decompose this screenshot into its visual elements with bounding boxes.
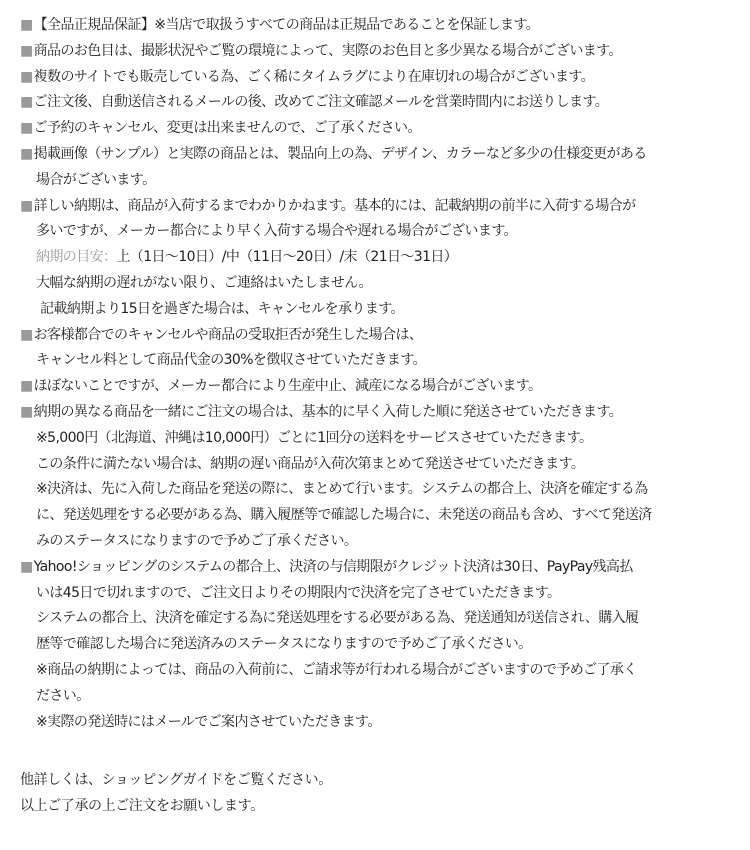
note-text: 歴等で確認した場合に発送済みのステータスになりますので予めご了承ください。 — [36, 636, 532, 653]
note-text: Yahoo!ショッピングのシステムの都合上、決済の与信期限がクレジット決済は30日、PayPay残高払 — [33, 558, 633, 575]
note-text: 納期の異なる商品を一緒にご注文の場合は、基本的に早く入荷した順に発送させていただきます。 — [33, 403, 623, 420]
note-text: 複数のサイトでも販売している為、ごく稀にタイムラグにより在庫切れの場合がございます。 — [33, 68, 595, 85]
note-item — [20, 65, 736, 91]
note-text: ご注文後、自動送信されるメールの後、改めてご注文確認メールを営業時間内にお送りします。 — [33, 94, 609, 111]
note-text: システムの都合上、決済を確定する為に発送処理をする必要がある為、発送通知が送信され、購入履 — [36, 610, 639, 627]
note-text: ※商品の納期によっては、商品の入荷前に、ご請求等が行われる場合がございますので予めご了承く — [36, 661, 637, 678]
delivery-guide-label: 納期の目安： — [36, 249, 117, 266]
square-bullet-icon: ■ — [20, 403, 33, 420]
square-bullet-icon: ■ — [20, 378, 33, 395]
note-text: ※実際の発送時にはメールでご案内させていただきます。 — [36, 713, 381, 730]
note-continuation — [20, 168, 736, 194]
note-text: ※決済は、先に入荷した商品を発送の際に、まとめて行います。システムの都合上、決済を確定する為 — [36, 481, 648, 498]
note-continuation — [20, 606, 736, 632]
square-bullet-icon: ■ — [20, 326, 33, 343]
note-text: みのステータスになりますので予めご了承ください。 — [36, 532, 358, 549]
note-item — [20, 90, 736, 116]
note-text: に、発送処理をする必要がある為、購入履歴等で確認した場合に、未発送の商品も含め、すべて発送済 — [36, 507, 652, 524]
square-bullet-icon: ■ — [20, 42, 33, 59]
note-continuation — [20, 245, 736, 271]
note-item — [20, 13, 736, 39]
note-text: 【全品正規品保証】※当店で取扱うすべての商品は正規品であることを保証します。 — [33, 17, 540, 33]
note-text: 場合がございます。 — [36, 171, 156, 188]
note-text: 掲載画像（サンプル）と実際の商品とは、製品向上の為、デザイン、カラーなど多少の仕様変更がある — [33, 145, 647, 162]
store-notes-list — [20, 13, 736, 735]
note-text: ご予約のキャンセル、変更は出来ませんので、ご了承ください。 — [33, 120, 421, 137]
note-item — [20, 39, 736, 65]
note-text: 多いですが、メーカー都合により早く入荷する場合や遅れる場合がございます。 — [36, 223, 517, 240]
note-text: 商品のお色目は、撮影状況やご覧の環境によって、実際のお色目と多少異なる場合がございます。 — [33, 42, 622, 59]
note-text: キャンセル料として商品代金の30%を徴収させていただきます。 — [36, 352, 426, 369]
note-continuation — [20, 658, 736, 684]
footer-notes — [20, 768, 736, 820]
square-bullet-icon: ■ — [20, 120, 33, 137]
note-text: いは45日で切れますので、ご注文日よりその期限内で決済を完了させていただきます。 — [36, 584, 561, 601]
note-text: お客様都合でのキャンセルや商品の受取拒否が発生した場合は、 — [33, 326, 423, 343]
note-continuation — [20, 477, 736, 503]
note-continuation — [20, 348, 736, 374]
note-text: ださい。 — [36, 687, 90, 704]
note-text: ほぼないことですが、メーカー都合により生産中止、減産になる場合がございます。 — [33, 378, 542, 395]
note-item — [20, 400, 736, 426]
note-continuation — [20, 297, 736, 323]
square-bullet-icon: ■ — [20, 197, 33, 214]
note-continuation — [20, 529, 736, 555]
note-item — [20, 194, 736, 220]
note-item — [20, 555, 736, 581]
note-text: 大幅な納期の遅れがない限り、ご連絡はいたしません。 — [36, 274, 372, 291]
note-continuation — [20, 452, 736, 478]
note-item — [20, 142, 736, 168]
note-continuation — [20, 271, 736, 297]
square-bullet-icon: ■ — [20, 558, 33, 575]
note-continuation — [20, 426, 736, 452]
note-text: 記載納期より15日を過ぎた場合は、キャンセルを承ります。 — [40, 300, 404, 317]
note-continuation — [20, 632, 736, 658]
square-bullet-icon: ■ — [20, 145, 33, 162]
footer-line: 他詳しくは、ショッピングガイドをご覧ください。 — [20, 772, 332, 788]
note-continuation — [20, 684, 736, 710]
square-bullet-icon: ■ — [20, 17, 33, 33]
note-text: この条件に満たない場合は、納期の遅い商品が入荷次第まとめて発送させていただきます。 — [36, 455, 585, 472]
note-continuation — [20, 581, 736, 607]
note-text: ※5,000円（北海道、沖縄は10,000円）ごとに1回分の送料をサービスさせていただきます。 — [36, 429, 593, 446]
note-item — [20, 116, 736, 142]
note-text: 詳しい納期は、商品が入荷するまでわかりかねます。基本的には、記載納期の前半に入荷する場合が — [33, 197, 636, 214]
square-bullet-icon: ■ — [20, 94, 33, 111]
footer-line: 以上ご了承の上ご注文をお願いします。 — [20, 797, 264, 814]
square-bullet-icon: ■ — [20, 68, 33, 85]
note-continuation — [20, 503, 736, 529]
note-continuation — [20, 710, 736, 736]
note-item — [20, 374, 736, 400]
note-item — [20, 323, 736, 349]
note-text: 上（1日～10日）/中（11日～20日）/末（21日～31日） — [116, 249, 458, 266]
note-continuation — [20, 219, 736, 245]
